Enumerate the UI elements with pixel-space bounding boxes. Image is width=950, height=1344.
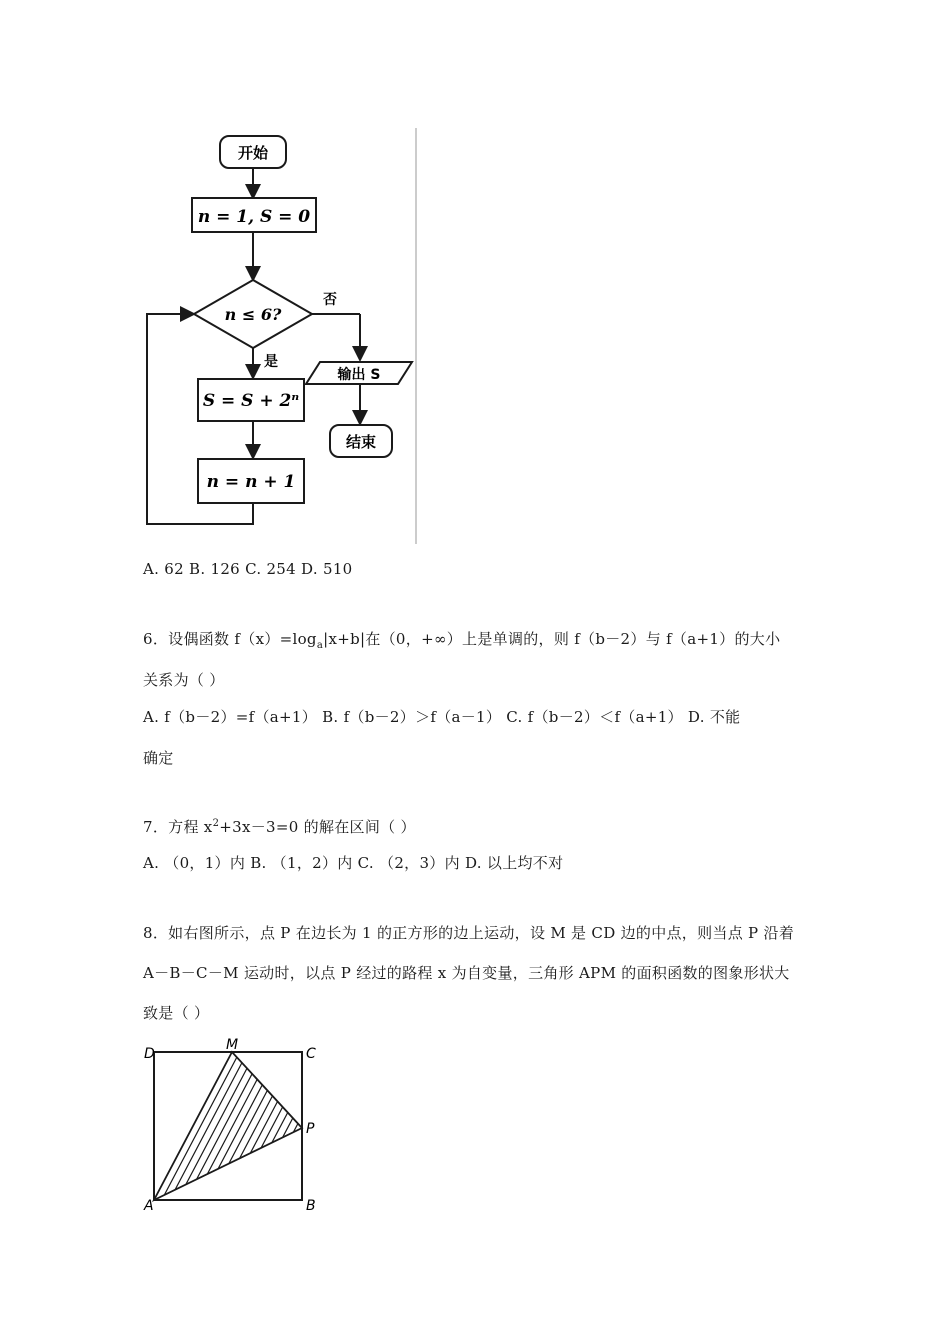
- q6-line1-sub: a: [316, 640, 324, 651]
- no-label: 否: [323, 292, 337, 308]
- flowchart: [140, 126, 420, 546]
- q6-line1: [143, 628, 780, 651]
- label-a: A: [144, 1198, 154, 1214]
- init-label: n = 1, S = 0: [197, 207, 311, 227]
- output-label: 输出 S: [337, 367, 381, 383]
- label-c: C: [306, 1046, 316, 1062]
- condition-label: n ≤ 6?: [224, 305, 282, 324]
- q7-line2: A. （0，1）内 B. （1，2）内 C. （2，3）内 D. 以上均不对: [143, 854, 564, 872]
- step1-label: S = S + 2ⁿ: [202, 391, 300, 411]
- q6-line2: 关系为（ ）: [143, 671, 225, 689]
- start-label: 开始: [237, 144, 269, 162]
- q8-line2: A－B－C－M 运动时，以点 P 经过的路程 x 为自变量，三角形 APM 的面积函数的图象形状大: [143, 964, 790, 982]
- q7-line1-sup: 2: [212, 818, 220, 829]
- label-p: P: [306, 1121, 315, 1137]
- q5-options: A. 62 B. 126 C. 254 D. 510: [143, 560, 353, 578]
- q7-line1-a: 7．方程 x: [143, 818, 213, 836]
- q8-line1: 8．如右图所示，点 P 在边长为 1 的正方形的边上运动，设 M 是 CD 边的中点，则当点 P 沿着: [143, 924, 795, 942]
- label-m: M: [226, 1037, 239, 1053]
- q6-line1-b: |x+b|在（0，+∞）上是单调的，则 f（b－2）与 f（a+1）的大小: [323, 630, 781, 648]
- yes-label: 是: [264, 354, 278, 370]
- step2-label: n = n + 1: [206, 472, 296, 492]
- q6-line1-a: 6．设偶函数 f（x）=log: [143, 630, 317, 648]
- q7-line1-b: +3x－3=0 的解在区间（ ）: [219, 818, 416, 836]
- end-label: 结束: [345, 433, 377, 451]
- q6-line3: A. f（b－2）=f（a+1） B. f（b－2）＞f（a－1） C. f（b－2）＜f（a+1） D. 不能: [143, 708, 741, 726]
- label-b: B: [306, 1198, 316, 1214]
- square-figure: [140, 1036, 330, 1214]
- q6-line4: 确定: [143, 749, 174, 767]
- q7-line1: [143, 816, 416, 837]
- q8-line3: 致是（ ）: [143, 1004, 210, 1022]
- label-d: D: [144, 1046, 155, 1062]
